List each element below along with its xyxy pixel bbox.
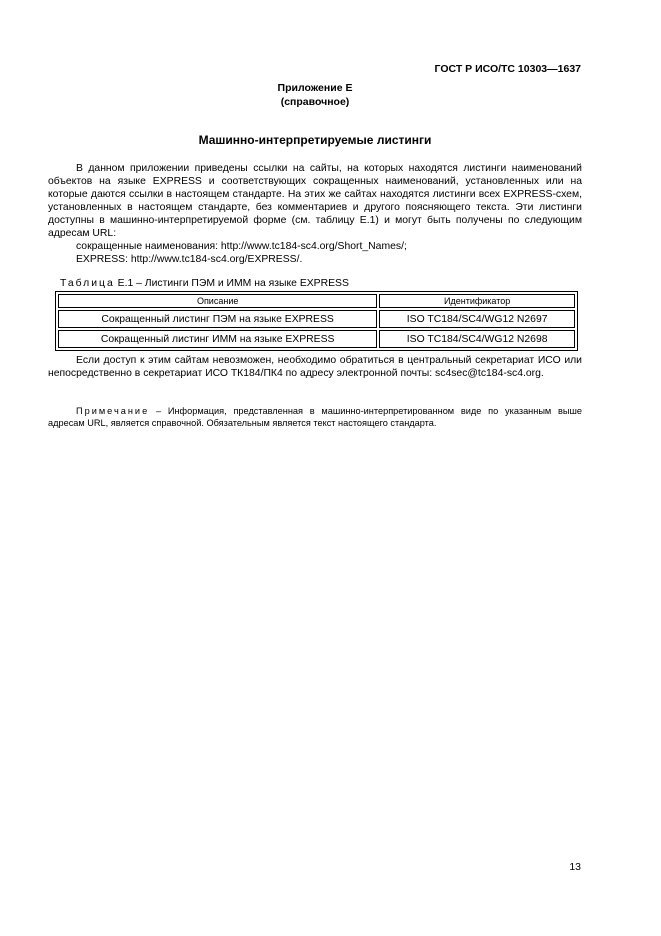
table-header-description: Описание: [58, 294, 377, 308]
table-caption: [60, 278, 349, 289]
table-caption-label: Таблица: [60, 278, 115, 289]
fallback-block: [48, 354, 582, 380]
listings-table: [55, 291, 578, 351]
table-header-row: [58, 294, 575, 308]
table-header-identifier: Идентификатор: [379, 294, 575, 308]
table-cell-description: Сокращенный листинг ПЭМ на языке EXPRESS: [58, 310, 377, 328]
page-number: 13: [569, 861, 581, 873]
fallback-paragraph: Если доступ к этим сайтам невозможен, необходимо обратиться в центральный секретариат ИСО или непосредственно в секретариат ИСО ТК184/ПК4 по адресу электронной почты: sc4sec@tc184-sc4.org.: [48, 355, 582, 379]
table-caption-text: Е.1 – Листинги ПЭМ и ИММ на языке EXPRESS: [117, 278, 349, 289]
table-row: [58, 330, 575, 348]
table-cell-description: Сокращенный листинг ИММ на языке EXPRESS: [58, 330, 377, 348]
section-heading: Машинно-интерпретируемые листинги: [198, 133, 432, 147]
table-cell-identifier: ISO TC184/SC4/WG12 N2697: [379, 310, 575, 328]
url-express: EXPRESS: http://www.tc184-sc4.org/EXPRESS/.: [76, 254, 303, 265]
note: [48, 405, 582, 429]
annex-subtitle: (справочное): [280, 96, 350, 108]
intro-paragraph: В данном приложении приведены ссылки на сайты, на которых находятся листинги наименований объектов на языке EXPRESS и соответствующих сокращенных наименований, установленных или на которые даются ссылки в настоящем стандарте. На этих же сайтах находятся листинги всех EXPRESS-схем, установленных в настоящем стандарте, без комментариев и другого поясняющего текста. Эти листинги доступны в машинно-интерпретируемой форме (см. таблицу Е.1) и могут быть получены по следующим адресам URL:: [48, 163, 582, 239]
table-row: [58, 310, 575, 328]
intro-block: [48, 162, 582, 266]
annex-title: Приложение Е: [277, 82, 353, 94]
note-text: – Информация, представленная в машинно-интерпретированном виде по указанным выше адресам URL, является справочной. Обязательным является текст настоящего стандарта.: [48, 406, 582, 428]
table-cell-identifier: ISO TC184/SC4/WG12 N2698: [379, 330, 575, 348]
note-label: Примечание: [76, 406, 150, 416]
standard-code: ГОСТ Р ИСО/ТС 10303—1637: [434, 63, 581, 75]
url-short-names: сокращенные наименования: http://www.tc184-sc4.org/Short_Names/;: [76, 241, 407, 252]
